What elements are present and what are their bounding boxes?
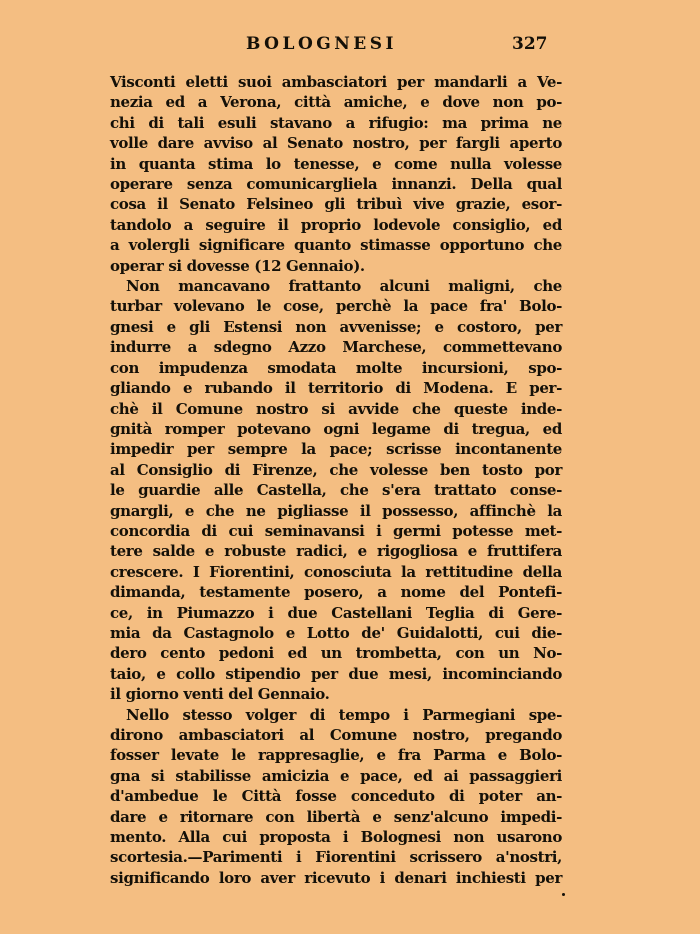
text-line: mia da Castagnolo e Lotto de' Guidalotti, cui die- <box>110 623 562 642</box>
text-line: taio, e collo stipendio per due mesi, incominciando <box>110 664 562 683</box>
text-line: indurre a sdegno Azzo Marchese, commettevano <box>110 338 562 357</box>
text-line: Nello stesso volger di tempo i Parmegiani spe- <box>126 705 562 724</box>
text-line: d'ambedue le Città fosse conceduto di poter an- <box>110 787 562 806</box>
text-line: al Consiglio di Firenze, che volesse ben tosto por <box>110 460 562 479</box>
text-line: in quanta stima lo tenesse, e come nulla volesse <box>110 154 562 173</box>
text-line: il giorno venti del Gennaio. <box>110 685 330 704</box>
text-line: chè il Comune nostro si avvide che queste inde- <box>110 399 562 418</box>
text-line: a volergli significare quanto stimasse opportuno che <box>110 236 562 255</box>
text-line: chi di tali esuli stavano a rifugio: ma prima ne <box>110 113 562 132</box>
text-line: operare senza comunicargliela innanzi. Della qual <box>110 175 562 194</box>
text-line: gliando e rubando il territorio di Modena. E per- <box>110 379 562 398</box>
text-line: impedir per sempre la pace; scrisse incontanente <box>110 440 562 459</box>
text-line: crescere. I Fiorentini, conosciuta la rettitudine della <box>110 562 562 581</box>
text-line: volle dare avviso al Senato nostro, per fargli aperto <box>110 134 562 153</box>
running-title: BOLOGNESI <box>246 34 397 54</box>
text-line: gnargli, e che ne pigliasse il possesso, affinchè la <box>110 501 562 520</box>
ink-speck <box>562 893 565 896</box>
page-header <box>0 34 700 58</box>
text-line: tandolo a seguire il proprio lodevole consiglio, ed <box>110 215 562 234</box>
text-line: Visconti eletti suoi ambasciatori per mandarli a Ve- <box>110 73 562 91</box>
text-line: gnesi e gli Estensi non avvenisse; e costoro, per <box>110 317 562 336</box>
text-line: con impudenza smodata molte incursioni, spo- <box>110 358 562 377</box>
text-line: Non mancavano frattanto alcuni maligni, che <box>126 277 562 296</box>
text-line: turbar volevano le cose, perchè la pace fra' Bolo- <box>110 297 562 316</box>
text-line: cosa il Senato Felsineo gli tribuì vive grazie, esor- <box>110 195 562 214</box>
text-line: nezia ed a Verona, città amiche, e dove non po- <box>110 93 562 112</box>
text-line: operar si dovesse (12 Gennaio). <box>110 256 365 275</box>
text-line: dimanda, testamente posero, a nome del Pontefi- <box>110 583 562 602</box>
text-line: gnità romper potevano ogni legame di tregua, ed <box>110 419 562 438</box>
text-line: le guardie alle Castella, che s'era trattato conse- <box>110 481 562 500</box>
body-text <box>110 72 562 888</box>
text-line: dare e ritornare con libertà e senz'alcuno impedi- <box>110 807 562 826</box>
text-line: mento. Alla cui proposta i Bolognesi non usarono <box>110 828 562 847</box>
page-number: 327 <box>512 34 548 54</box>
text-line: tere salde e robuste radici, e rigogliosa e fruttifera <box>110 542 562 561</box>
text-line: gna si stabilisse amicizia e pace, ed ai passaggieri <box>110 766 562 785</box>
text-line: dero cento pedoni ed un trombetta, con un No- <box>110 644 562 663</box>
text-line: concordia di cui seminavansi i germi potesse met- <box>110 521 562 540</box>
text-line: dirono ambasciatori al Comune nostro, pregando <box>110 726 562 744</box>
text-line: scortesia.—Parimenti i Fiorentini scrissero a'nostri, <box>110 848 562 867</box>
text-line: significando loro aver ricevuto i denari inchiesti per <box>110 868 562 887</box>
text-line: fosser levate le rappresaglie, e fra Parma e Bolo- <box>110 746 562 765</box>
text-line: ce, in Piumazzo i due Castellani Teglia di Gere- <box>110 603 562 622</box>
